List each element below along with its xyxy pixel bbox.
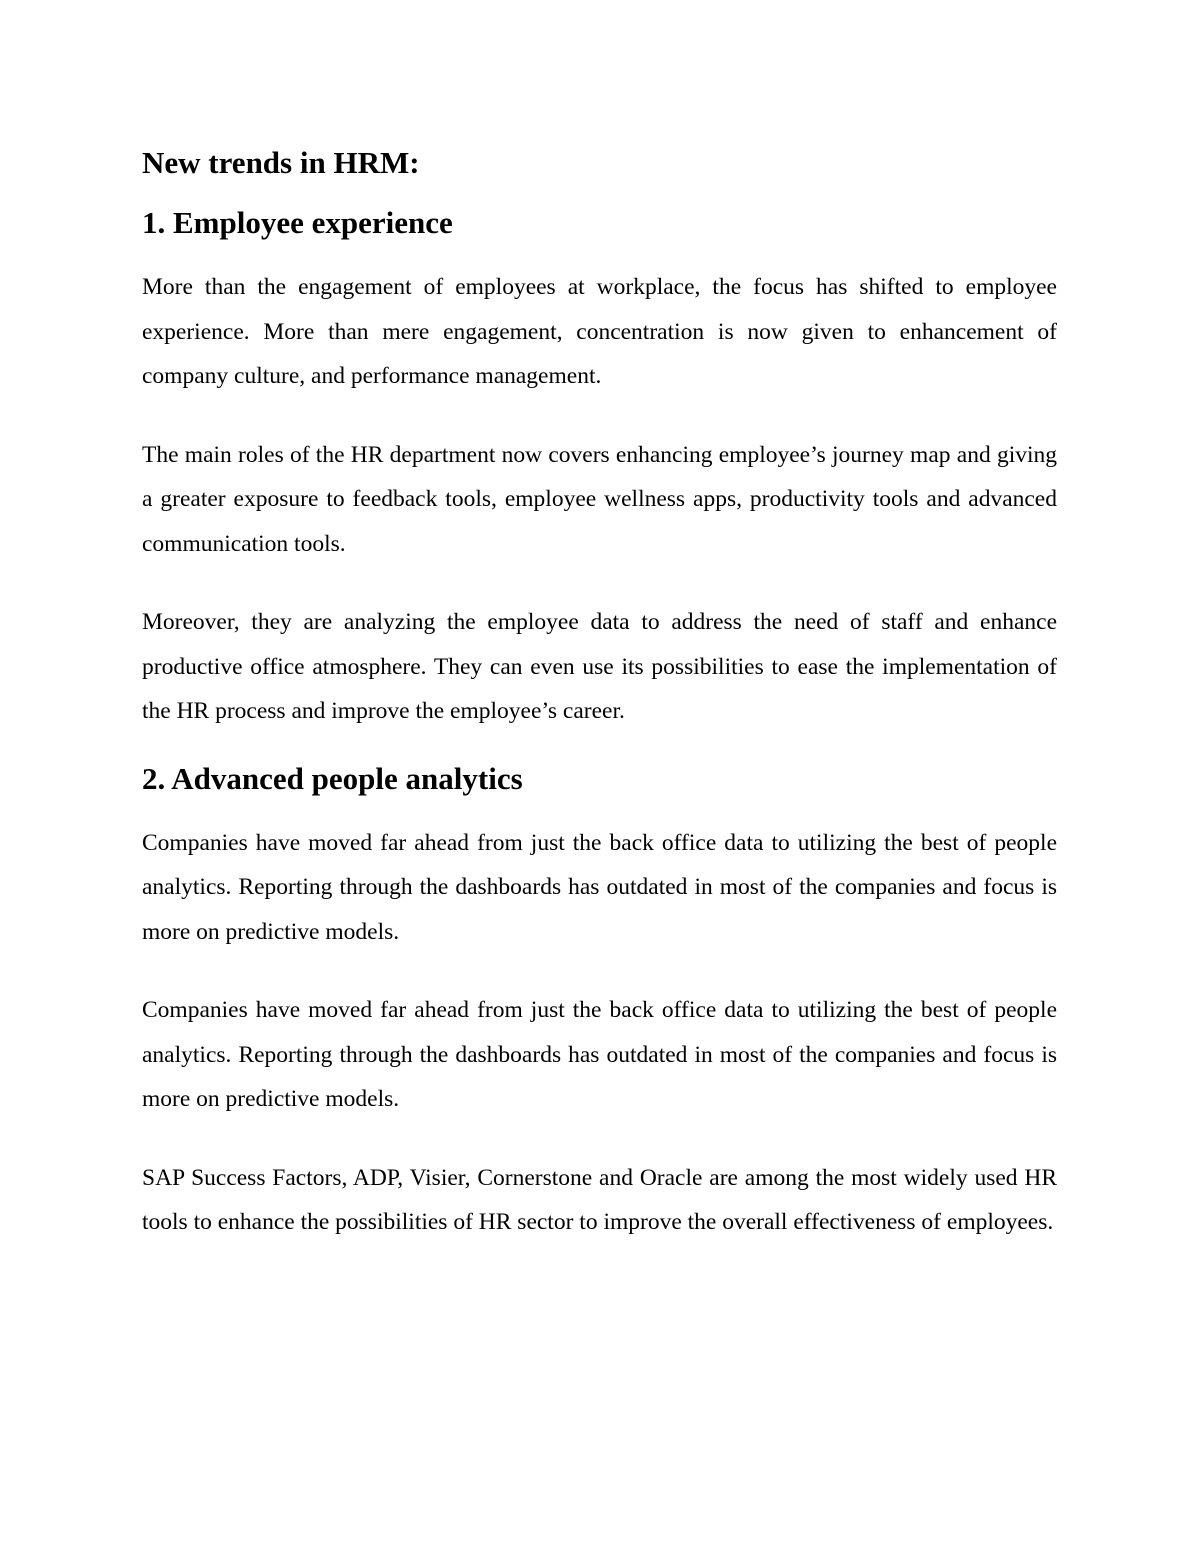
paragraph: Moreover, they are analyzing the employee data to address the need of staff and enhance productive office atmosphere. They can even use its possibilities to ease the implementation of the HR process and improve the employee’s career. bbox=[142, 609, 1057, 724]
paragraph: Companies have moved far ahead from just the back office data to utilizing the best of people analytics. Reporting through the dashboards has outdated in most of the companies and focus is more on predictive models. bbox=[142, 829, 1057, 945]
page-title: New trends in HRM: bbox=[142, 145, 420, 180]
document-page bbox=[142, 138, 1057, 1245]
section-heading-people-analytics: 2. Advanced people analytics bbox=[142, 760, 523, 796]
paragraph: The main roles of the HR department now covers enhancing employee’s journey map and giving a greater exposure to feedback tools, employee wellness apps, productivity tools and advanced communication tools. bbox=[142, 441, 1057, 557]
paragraph: Companies have moved far ahead from just the back office data to utilizing the best of people analytics. Reporting through the dashboards has outdated in most of the companies and focus is more on predictive models. bbox=[142, 997, 1057, 1112]
paragraph: More than the engagement of employees at workplace, the focus has shifted to employee experience. More than mere engagement, concentration is now given to enhancement of company culture, and performance management. bbox=[142, 274, 1057, 389]
section-heading-employee-experience: 1. Employee experience bbox=[142, 205, 453, 240]
paragraph: SAP Success Factors, ADP, Visier, Cornerstone and Oracle are among the most widely used HR tools to enhance the possibilities of HR sector to improve the overall effectiveness of employees. bbox=[142, 1164, 1057, 1235]
